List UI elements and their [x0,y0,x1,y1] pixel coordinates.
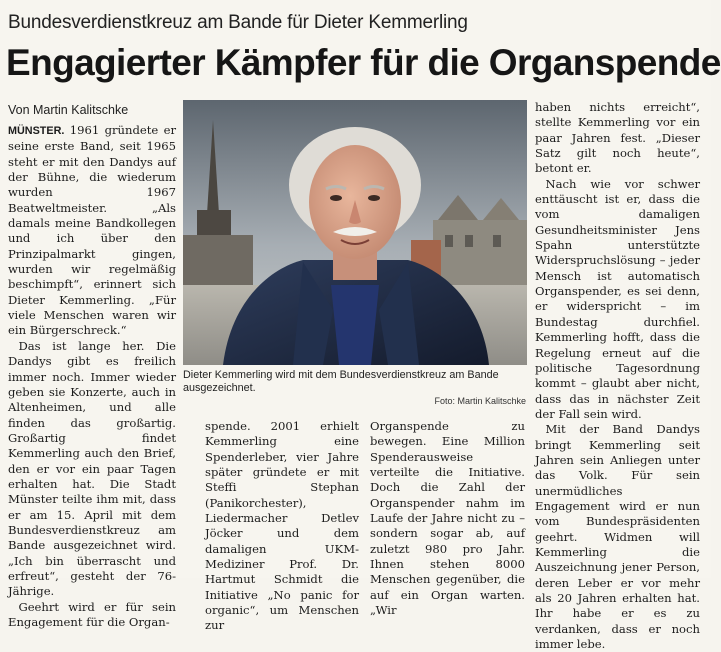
photo-caption: Dieter Kemmerling wird mit dem Bundesverdienstkreuz am Bande ausgezeichnet. [183,369,499,394]
article-byline: Von Martin Kalitschke [8,103,129,117]
paragraph-text: 1961 gründete er seine erste Band, seit 1965 steht er mit den Dandys auf der Bühne, die wiederum wurden 1967 Beatweltmeister. „Als damals meine Bandkollegen und ich über den Prinzipalmarkt gingen, wurden wir regelmäßig beschimpft“, erinnert sich Dieter Kemmerling. „Für viele Menschen waren wir ein Bürgerschreck.“ [8,123,177,338]
paragraph: Mit der Band Dandys bringt Kemmerling seit Jahren sein Anliegen unter das Volk. Für sein unermüdliches Engagement wird er nun vom Bundespräsidenten geehrt. Widmen will Kemmerling die Auszeichnung jener Person, deren Leber er vor mehr als 20 Jahren erhalten hat. Ihr habe er es zu verdanken, dass er noch immer lebe. [535,422,700,652]
article-kicker: Bundesverdienstkreuz am Bande für Dieter Kemmerling [8,12,468,33]
article-headline: Engagierter Kämpfer für die Organspende [6,42,721,83]
portrait-photo [183,100,527,365]
text-column-4 [535,100,700,652]
paragraph: Geehrt wird er für sein Engagement für die Organ- [8,599,176,629]
paragraph [8,123,176,339]
paragraph: Organspende zu bewegen. Eine Million Spenderausweise verteilte die Initiative. Doch die Zahl der Organspender nahm im Laufe der Jahre nicht zu – sondern sogar ab, auf zuletzt 980 pro Jahr. Ihnen stehen 8000 Menschen gegenüber, die auf ein Organ warten. „Wir [370,419,525,618]
photo-credit: Foto: Martin Kalitschke [434,396,526,406]
text-column-3 [370,419,525,618]
paragraph: haben nichts erreicht“, stellte Kemmerling vor ein paar Jahren fest. „Dieser Satz gilt noch heute“, betont er. [535,100,700,176]
dateline: MÜNSTER. [8,125,65,137]
paragraph: spende. 2001 erhielt Kemmerling eine Spenderleber, vier Jahre später gründete er mit Steffi Stephan (Panikorchester), Liedermacher Detlev Jöcker und dem damaligen UKM-Mediziner Prof. Dr. Hartmut Schmidt die Initiative „No panic for organic“, um Menschen zur [205,419,359,633]
paragraph: Das ist lange her. Die Dandys gibt es freilich immer noch. Immer wieder geben sie Konzerte, auch in Altenheimen, und alle finden das großartig. Großartig findet Kemmerling auch den Brief, den er vor ein paar Tagen erhalten hat. Die Stadt Münster teilte ihm mit, dass er am 15. April mit dem Bundesverdienstkreuz am Bande ausgezeichnet wird. „Ich bin überrascht und erfreut“, gesteht der 76-Jährige. [8,338,176,599]
text-column-1 [8,123,176,630]
text-column-2 [205,419,359,634]
portrait-illustration [183,100,527,365]
paragraph: Nach wie vor schwer enttäuscht ist er, dass die vom damaligen Gesundheitsminister Jens Spahn unterstützte Widerspruchslösung – jeder Mensch ist automatisch Organspender, es sei denn, er widerspricht – im Bundestag durchfiel. Kemmerling hofft, dass die Regelung erneut auf die politische Tagesordnung kommt – glaubt aber nicht, dass das in nächster Zeit der Fall sein wird. [535,176,700,421]
